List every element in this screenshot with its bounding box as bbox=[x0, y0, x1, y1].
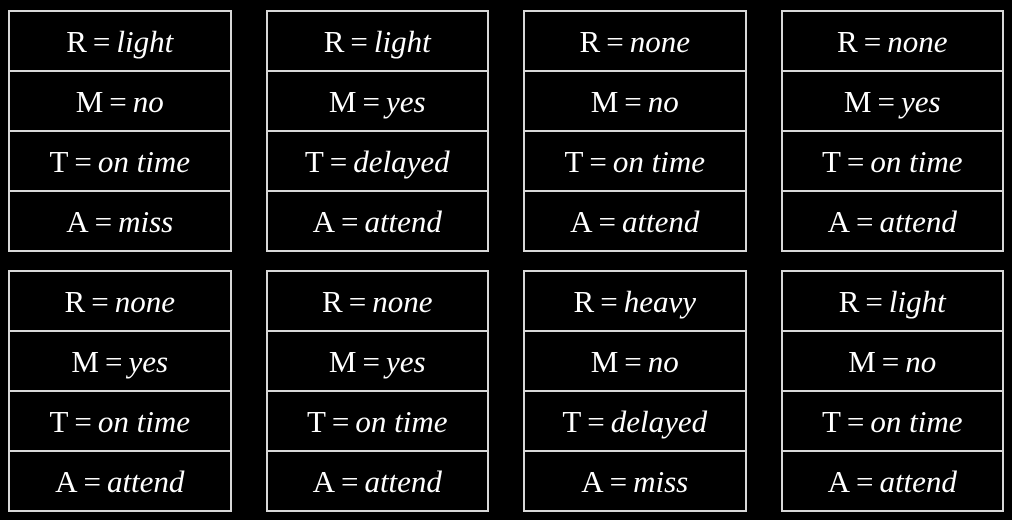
attribute-value: no bbox=[905, 343, 937, 379]
attribute-row-m bbox=[10, 72, 230, 132]
attribute-key: A bbox=[66, 203, 89, 239]
attribute-row-t bbox=[783, 392, 1003, 452]
attribute-value: yes bbox=[385, 343, 426, 379]
attribute-row-m bbox=[525, 72, 745, 132]
attribute-row-r bbox=[783, 12, 1003, 72]
equals-sign: = bbox=[109, 83, 127, 119]
attribute-key: R bbox=[837, 23, 858, 59]
attribute-value: attend bbox=[879, 463, 957, 499]
attribute-key: T bbox=[564, 143, 584, 179]
instance-card bbox=[781, 270, 1005, 512]
attribute-key: A bbox=[827, 203, 850, 239]
equals-sign: = bbox=[624, 343, 642, 379]
attribute-value: light bbox=[373, 23, 431, 59]
attribute-row-a bbox=[525, 192, 745, 250]
instance-card bbox=[266, 270, 490, 512]
equals-sign: = bbox=[855, 463, 874, 499]
attribute-key: T bbox=[304, 143, 324, 179]
attribute-value: none bbox=[372, 283, 433, 319]
attribute-row-m bbox=[10, 332, 230, 392]
attribute-row-t bbox=[10, 132, 230, 192]
attribute-key: R bbox=[64, 283, 86, 319]
attribute-key: A bbox=[55, 463, 78, 499]
equals-sign: = bbox=[877, 83, 895, 119]
attribute-value: yes bbox=[128, 343, 169, 379]
attribute-row-a bbox=[10, 192, 230, 250]
equals-sign: = bbox=[74, 143, 92, 179]
attribute-value: no bbox=[647, 83, 679, 119]
attribute-key: R bbox=[579, 23, 601, 59]
attribute-value: miss bbox=[633, 463, 689, 499]
attribute-row-a bbox=[10, 452, 230, 510]
attribute-key: R bbox=[66, 23, 87, 59]
equals-sign: = bbox=[609, 463, 628, 499]
attribute-value: on time bbox=[355, 403, 448, 439]
attribute-value: none bbox=[887, 23, 948, 59]
attribute-row-m bbox=[268, 332, 488, 392]
attribute-row-r bbox=[268, 272, 488, 332]
equals-sign: = bbox=[881, 343, 900, 379]
attribute-row-m bbox=[783, 332, 1003, 392]
equals-sign: = bbox=[83, 463, 101, 499]
attribute-value: attend bbox=[364, 203, 442, 239]
attribute-value: delayed bbox=[610, 403, 708, 439]
attribute-value: on time bbox=[612, 143, 706, 179]
equals-sign: = bbox=[846, 403, 865, 439]
attribute-row-a bbox=[783, 192, 1003, 250]
attribute-value: none bbox=[114, 283, 175, 319]
instance-card bbox=[523, 10, 747, 252]
attribute-key: R bbox=[838, 283, 860, 319]
equals-sign: = bbox=[348, 283, 367, 319]
attribute-key: T bbox=[821, 143, 841, 179]
attribute-row-t bbox=[10, 392, 230, 452]
attribute-value: heavy bbox=[623, 283, 696, 319]
attribute-row-a bbox=[268, 452, 488, 510]
equals-sign: = bbox=[846, 143, 865, 179]
attribute-key: T bbox=[821, 403, 841, 439]
attribute-row-a bbox=[525, 452, 745, 510]
equals-sign: = bbox=[865, 283, 883, 319]
attribute-row-a bbox=[783, 452, 1003, 510]
attribute-row-r bbox=[525, 272, 745, 332]
attribute-key: M bbox=[328, 343, 357, 379]
attribute-value: no bbox=[647, 343, 679, 379]
attribute-value: attend bbox=[106, 463, 185, 499]
instance-card bbox=[781, 10, 1005, 252]
equals-sign: = bbox=[350, 23, 368, 59]
attribute-key: A bbox=[570, 203, 593, 239]
attribute-key: T bbox=[49, 143, 69, 179]
attribute-value: yes bbox=[385, 83, 426, 119]
attribute-value: light bbox=[116, 23, 174, 59]
instance-card bbox=[8, 10, 232, 252]
attribute-key: A bbox=[581, 463, 604, 499]
equals-sign: = bbox=[606, 23, 624, 59]
attribute-value: attend bbox=[879, 203, 957, 239]
attribute-key: M bbox=[590, 83, 619, 119]
equals-sign: = bbox=[589, 143, 607, 179]
attribute-row-r bbox=[10, 12, 230, 72]
attribute-row-t bbox=[268, 132, 488, 192]
equals-sign: = bbox=[91, 283, 109, 319]
attribute-key: M bbox=[843, 83, 872, 119]
attribute-value: on time bbox=[870, 403, 963, 439]
instance-card bbox=[266, 10, 490, 252]
equals-sign: = bbox=[329, 143, 348, 179]
equals-sign: = bbox=[362, 83, 380, 119]
attribute-key: M bbox=[590, 343, 619, 379]
attribute-value: attend bbox=[621, 203, 700, 239]
equals-sign: = bbox=[92, 23, 111, 59]
attribute-key: A bbox=[312, 203, 335, 239]
attribute-key: M bbox=[848, 343, 876, 379]
equals-sign: = bbox=[624, 83, 642, 119]
attribute-key: T bbox=[49, 403, 69, 439]
attribute-key: R bbox=[573, 283, 595, 319]
attribute-key: M bbox=[75, 83, 104, 119]
attribute-key: R bbox=[323, 23, 345, 59]
attribute-value: no bbox=[132, 83, 164, 119]
equals-sign: = bbox=[855, 203, 874, 239]
attribute-row-r bbox=[10, 272, 230, 332]
attribute-row-t bbox=[268, 392, 488, 452]
attribute-value: yes bbox=[900, 83, 941, 119]
equals-sign: = bbox=[105, 343, 123, 379]
attribute-key: A bbox=[312, 463, 335, 499]
attribute-row-r bbox=[525, 12, 745, 72]
equals-sign: = bbox=[600, 283, 618, 319]
equals-sign: = bbox=[340, 203, 359, 239]
attribute-value: delayed bbox=[353, 143, 450, 179]
attribute-key: R bbox=[322, 283, 343, 319]
attribute-row-t bbox=[783, 132, 1003, 192]
attribute-row-r bbox=[268, 12, 488, 72]
attribute-value: on time bbox=[870, 143, 963, 179]
attribute-value: light bbox=[888, 283, 946, 319]
attribute-key: T bbox=[562, 403, 582, 439]
attribute-row-t bbox=[525, 392, 745, 452]
equals-sign: = bbox=[362, 343, 380, 379]
attribute-value: on time bbox=[97, 403, 191, 439]
attribute-row-a bbox=[268, 192, 488, 250]
instance-card bbox=[8, 270, 232, 512]
attribute-value: on time bbox=[97, 143, 191, 179]
equals-sign: = bbox=[598, 203, 616, 239]
attribute-value: none bbox=[629, 23, 690, 59]
instance-card bbox=[523, 270, 747, 512]
attribute-key: M bbox=[328, 83, 357, 119]
equals-sign: = bbox=[74, 403, 92, 439]
attribute-row-r bbox=[783, 272, 1003, 332]
attribute-value: miss bbox=[118, 203, 174, 239]
attribute-row-m bbox=[783, 72, 1003, 132]
equals-sign: = bbox=[340, 463, 359, 499]
attribute-row-m bbox=[268, 72, 488, 132]
equals-sign: = bbox=[331, 403, 350, 439]
equals-sign: = bbox=[587, 403, 605, 439]
attribute-key: M bbox=[71, 343, 99, 379]
attribute-value: attend bbox=[364, 463, 442, 499]
attribute-key: T bbox=[306, 403, 326, 439]
attribute-row-t bbox=[525, 132, 745, 192]
equals-sign: = bbox=[94, 203, 113, 239]
attribute-row-m bbox=[525, 332, 745, 392]
equals-sign: = bbox=[863, 23, 882, 59]
attribute-key: A bbox=[827, 463, 850, 499]
